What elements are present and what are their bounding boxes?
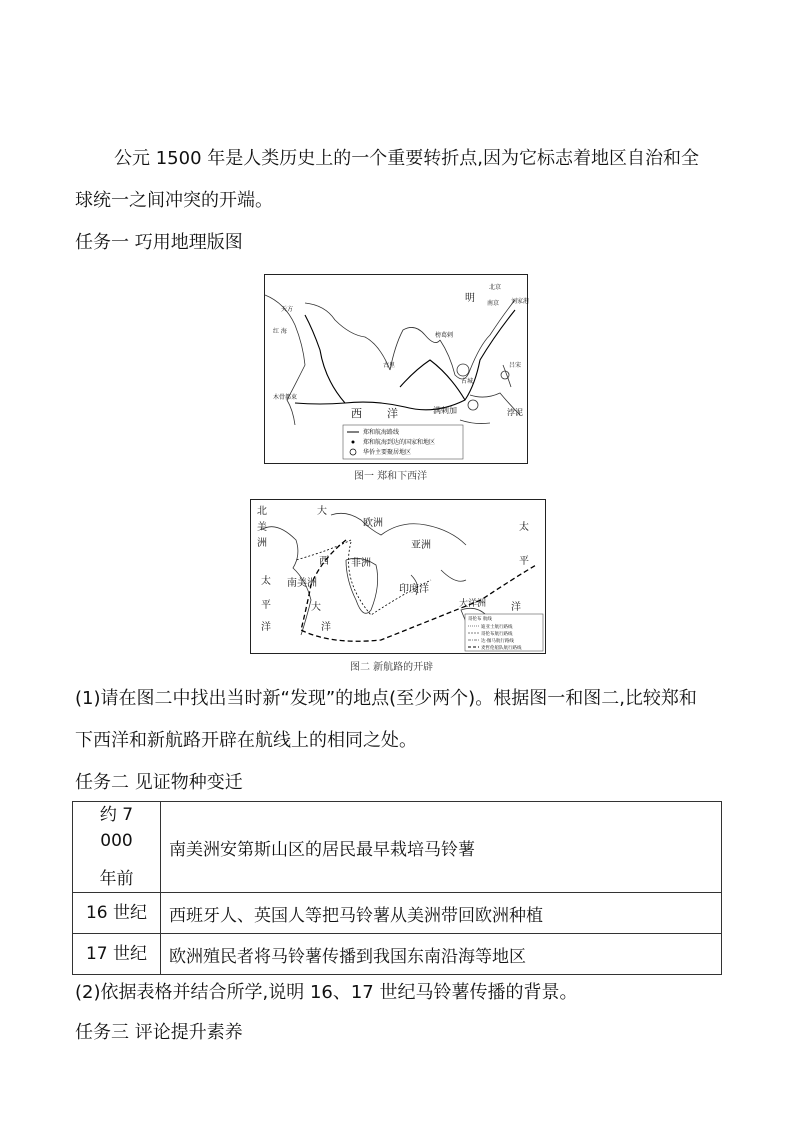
task3-heading: 任务三 评论提升素养 [75, 1022, 243, 1043]
fig2-label-tai: 太 [261, 576, 271, 587]
question-2: (2)依据表格并结合所学,说明 16、17 世纪马铃薯传播的背景。 [75, 982, 578, 1003]
fig2-label-ping2: 平 [519, 556, 529, 567]
fig2-label-tai2: 太 [519, 522, 529, 533]
fig2-label-yang: 洋 [261, 622, 271, 633]
fig2-label-mei: 美 [257, 522, 267, 533]
fig1-label-nanjing: 南京 [487, 300, 500, 307]
fig1-legend [343, 425, 463, 459]
fig2-legend [465, 614, 543, 651]
fig2-label-nanmeizhou: 南美洲 [287, 578, 317, 589]
fig1-legend-item: 郑和航海到达的国家和地区 [363, 439, 436, 446]
fig1-label-xi: 西 [351, 407, 362, 420]
fig1-label-honghai: 红 海 [273, 328, 287, 335]
fig2-label-xi: 西 [319, 556, 329, 567]
table-row [73, 934, 722, 975]
fig1-label-boni: 浡泥 [507, 408, 523, 417]
table-cell-time: 17 世纪 [73, 934, 161, 975]
fig1-label-luzon: 吕宋 [509, 362, 522, 369]
figure-2-caption: 图二 新航路的开辟 [350, 662, 434, 673]
fig1-label-liujiagang: 刘家港 [511, 298, 530, 305]
fig2-label-bei: 北 [257, 506, 267, 517]
fig1-label-mugudushu: 木骨都束 [273, 394, 298, 401]
table-cell-time [73, 802, 161, 893]
fig2-label-yang3: 洋 [511, 602, 521, 613]
fig1-legend-item: 华侨主要聚居地区 [363, 449, 412, 456]
fig1-legend-item: 郑和航海路线 [363, 429, 400, 436]
fig2-label-yazhou: 亚洲 [411, 540, 431, 551]
question-1-line-2: 下西洋和新航路开辟在航线上的相同之处。 [75, 730, 417, 751]
fig1-label-ming: 明 [465, 293, 475, 304]
intro-line-2: 球统一之间冲突的开端。 [75, 190, 273, 211]
fig2-label-ping: 平 [261, 600, 271, 611]
fig2-legend-item: 迪亚士航行路线 [481, 625, 513, 630]
fig2-legend-title: 哥伦布 航线 [468, 617, 492, 622]
table-row [73, 802, 722, 893]
fig2-label-ouzhou: 欧洲 [363, 518, 383, 529]
fig1-label-guli: 古里 [383, 362, 396, 369]
table-cell-event: 南美洲安第斯山区的居民最早栽培马铃薯 [161, 802, 722, 893]
fig2-legend-item: 麦哲伦船队航行路线 [481, 646, 522, 651]
fig2-label-da: 大 [317, 506, 327, 517]
intro-line-1: 公元 1500 年是人类历史上的一个重要转折点,因为它标志着地区自治和全 [114, 148, 699, 169]
fig2-legend-item: 达·伽马航行路线 [481, 639, 514, 644]
fig1-label-yang: 洋 [387, 407, 398, 420]
timeline-table [72, 801, 722, 975]
task2-heading: 任务二 见证物种变迁 [75, 772, 243, 793]
fig2-label-zhou: 洲 [257, 538, 267, 549]
table-cell-event: 西班牙人、英国人等把马铃薯从美洲带回欧洲种植 [161, 893, 722, 934]
fig2-label-dayangzhou: 大洋洲 [459, 599, 487, 609]
fig1-label-tianfang: 天方 [281, 306, 294, 313]
fig1-label-manlajia: 满剌加 [433, 406, 457, 415]
fig2-label-yang4: 洋 [321, 622, 331, 633]
time-line-1: 约 7 000 [99, 805, 134, 851]
fig1-label-bangla: 榜葛剌 [435, 332, 454, 339]
figure-1-map [264, 274, 528, 464]
fig2-label-yinduyang: 印度洋 [399, 584, 429, 595]
fig1-label-beijing: 北京 [489, 284, 502, 291]
fig2-label-da2: 大 [311, 602, 321, 613]
task1-heading: 任务一 巧用地理版图 [75, 232, 243, 253]
fig2-label-feizhou: 非洲 [351, 558, 371, 569]
table-cell-event: 欧洲殖民者将马铃薯传播到我国东南沿海等地区 [161, 934, 722, 975]
table-row [73, 893, 722, 934]
figure-1-caption: 图一 郑和下西洋 [354, 471, 428, 482]
fig1-label-zhancheng: 占城 [461, 378, 474, 385]
table-cell-time: 16 世纪 [73, 893, 161, 934]
fig2-legend-item: 哥伦布航行路线 [481, 632, 513, 637]
time-line-2: 年前 [99, 869, 134, 889]
question-1-line-1: (1)请在图二中找出当时新“发现”的地点(至少两个)。根据图一和图二,比较郑和 [75, 688, 697, 709]
figure-2-map [250, 499, 546, 654]
